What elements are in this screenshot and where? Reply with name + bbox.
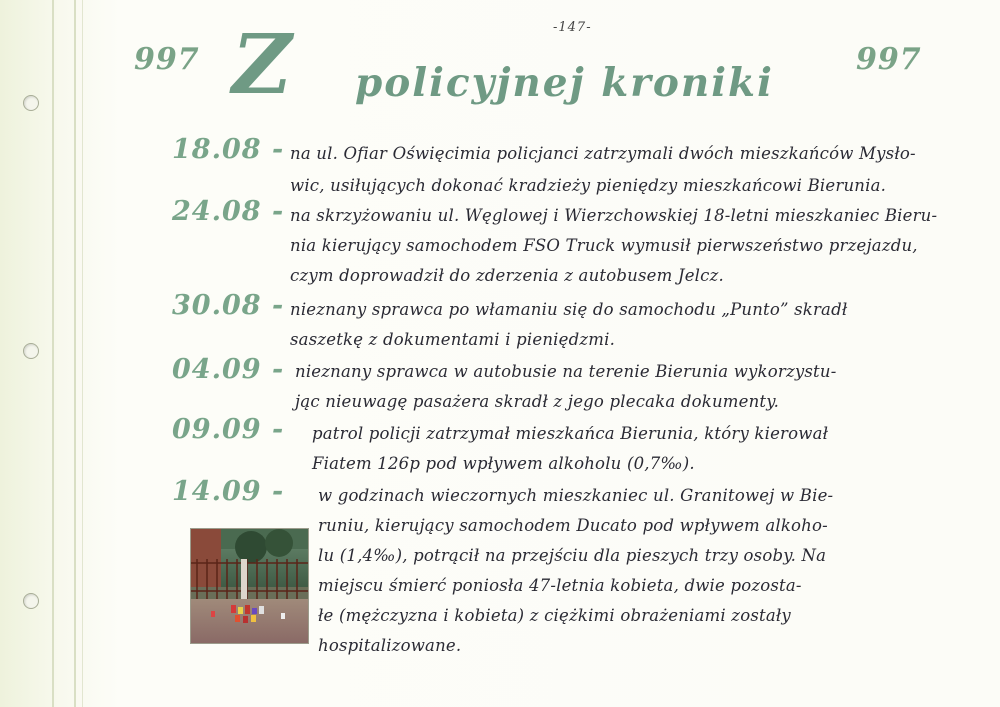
year-right: 997 <box>856 42 922 77</box>
entry-date: 04.09 - <box>172 354 285 385</box>
punch-hole <box>23 593 39 609</box>
title-initial: Z <box>232 17 292 113</box>
entry-text-line: na skrzyżowaniu ul. Węglowej i Wierzchowskiej 18-letni mieszkaniec Bieru- <box>290 206 938 225</box>
punch-hole <box>23 343 39 359</box>
binder-margin-line <box>82 0 83 707</box>
accident-site-photo <box>190 528 309 644</box>
year-left: 997 <box>134 42 200 77</box>
entry-text-line: patrol policji zatrzymał mieszkańca Bierunia, który kierował <box>312 424 829 443</box>
entry-date: 24.08 - <box>172 196 285 227</box>
entry-text-line: lu (1,4‰), potrącił na przejściu dla pieszych trzy osoby. Na <box>318 546 827 565</box>
entry-date: 18.08 - <box>172 134 285 165</box>
entry-text-line: wic, usiłujących dokonać kradzieży pieniędzy mieszkańcowi Bierunia. <box>290 176 887 195</box>
entry-text-line: runiu, kierujący samochodem Ducato pod wpływem alkoho- <box>318 516 828 535</box>
binder-margin-line <box>52 0 54 707</box>
punch-hole <box>23 95 39 111</box>
entry-date: 30.08 - <box>172 290 285 321</box>
page-title: policyjnej kroniki <box>355 60 774 106</box>
entry-text-line: miejscu śmierć poniosła 47-letnia kobieta, dwie pozosta- <box>318 576 802 595</box>
entry-text-line: nia kierujący samochodem FSO Truck wymusił pierwszeństwo przejazdu, <box>290 236 918 255</box>
entry-text-line: jąc nieuwagę pasażera skradł z jego plecaka dokumenty. <box>295 392 780 411</box>
entry-text-line: hospitalizowane. <box>318 636 462 655</box>
entry-text-line: łe (mężczyzna i kobieta) z ciężkimi obrażeniami zostały <box>318 606 791 625</box>
entry-text-line: nieznany sprawca po włamaniu się do samochodu „Punto” skradł <box>290 300 848 319</box>
entry-date: 09.09 - <box>172 414 285 445</box>
entry-text-line: saszetkę z dokumentami i pieniędzmi. <box>290 330 616 349</box>
entry-text-line: Fiatem 126p pod wpływem alkoholu (0,7‰). <box>312 454 695 473</box>
page-number: -147- <box>553 20 592 35</box>
entry-text-line: w godzinach wieczornych mieszkaniec ul. Granitowej w Bie- <box>318 486 834 505</box>
entry-text-line: nieznany sprawca w autobusie na terenie Bierunia wykorzystu- <box>295 362 837 381</box>
entry-date: 14.09 - <box>172 476 285 507</box>
entry-text-line: na ul. Ofiar Oświęcimia policjanci zatrzymali dwóch mieszkańców Mysło- <box>290 144 916 163</box>
binder-margin-line <box>74 0 76 707</box>
entry-text-line: czym doprowadził do zderzenia z autobusem Jelcz. <box>290 266 724 285</box>
